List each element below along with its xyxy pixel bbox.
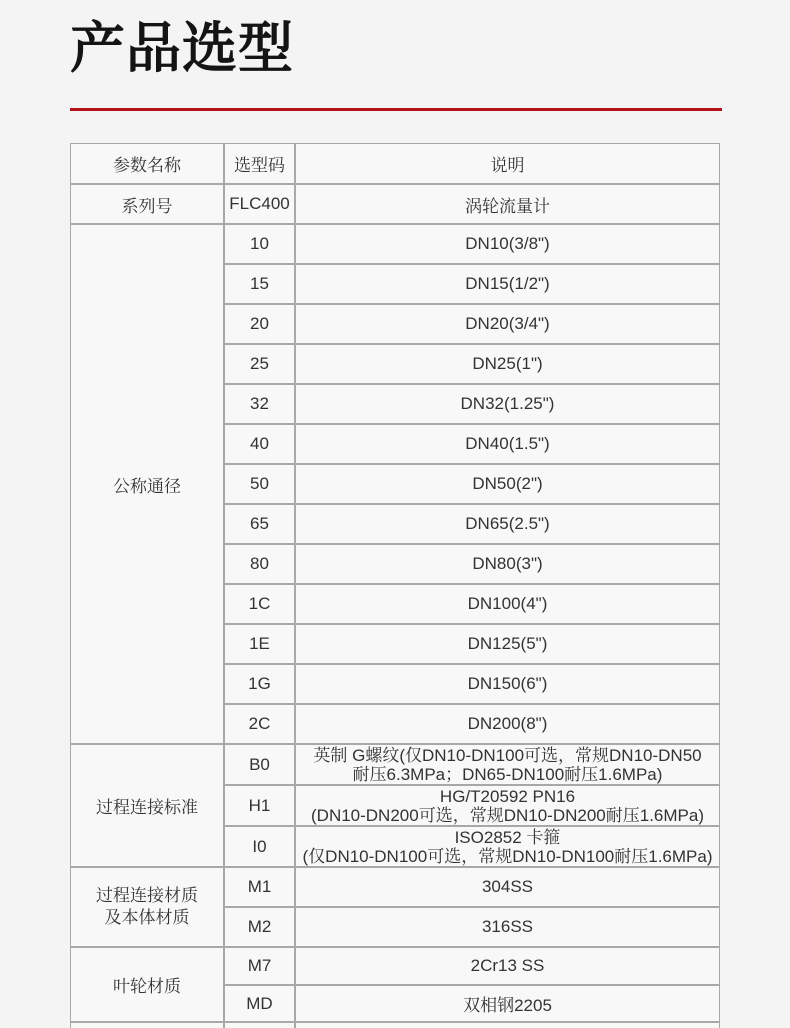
code-cell-empty bbox=[224, 1022, 295, 1028]
desc-cell: 2Cr13 SS bbox=[295, 947, 720, 985]
desc-cell: DN150(6") bbox=[295, 664, 720, 704]
desc-cell: DN15(1/2") bbox=[295, 264, 720, 304]
series-row bbox=[70, 184, 720, 224]
desc-cell: DN200(8") bbox=[295, 704, 720, 744]
code-cell: 40 bbox=[224, 424, 295, 464]
desc-cell: 304SS bbox=[295, 867, 720, 907]
code-cell: 25 bbox=[224, 344, 295, 384]
code-cell: 1E bbox=[224, 624, 295, 664]
table-row bbox=[70, 224, 720, 264]
desc-cell: 双相钢2205 bbox=[295, 985, 720, 1022]
desc-cell: DN50(2") bbox=[295, 464, 720, 504]
code-cell: 1C bbox=[224, 584, 295, 624]
table-header-row bbox=[70, 143, 720, 184]
code-cell: 10 bbox=[224, 224, 295, 264]
param-cell-empty bbox=[70, 1022, 224, 1028]
desc-cell bbox=[295, 785, 720, 826]
page-title: 产品选型 bbox=[70, 17, 295, 79]
code-cell: M1 bbox=[224, 867, 295, 907]
code-cell: 20 bbox=[224, 304, 295, 344]
title-underline bbox=[70, 108, 722, 111]
code-cell: 1G bbox=[224, 664, 295, 704]
desc-line: (仅DN10-DN100可选，常规DN10-DN100耐压1.6MPa) bbox=[302, 846, 713, 866]
param-connection-body-material bbox=[70, 867, 224, 947]
table-row bbox=[70, 867, 720, 907]
desc-cell: DN125(5") bbox=[295, 624, 720, 664]
desc-cell: 316SS bbox=[295, 907, 720, 947]
code-cell: 65 bbox=[224, 504, 295, 544]
series-code: FLC400 bbox=[224, 184, 295, 224]
desc-cell: DN10(3/8") bbox=[295, 224, 720, 264]
code-cell: 2C bbox=[224, 704, 295, 744]
product-selection-table bbox=[70, 143, 720, 1028]
desc-cell: DN25(1") bbox=[295, 344, 720, 384]
code-cell: 50 bbox=[224, 464, 295, 504]
desc-line: ISO2852 卡箍 bbox=[454, 827, 561, 847]
code-cell: 15 bbox=[224, 264, 295, 304]
desc-line: 英制 G螺纹(仅DN10-DN100可选，常规DN10-DN50 bbox=[313, 745, 702, 765]
page-content bbox=[70, 0, 720, 1028]
desc-line: HG/T20592 PN16 bbox=[439, 786, 576, 806]
desc-cell bbox=[295, 744, 720, 785]
code-cell: M7 bbox=[224, 947, 295, 985]
series-param: 系列号 bbox=[70, 184, 224, 224]
desc-cell: DN65(2.5") bbox=[295, 504, 720, 544]
table-row-clipped bbox=[70, 1022, 720, 1028]
desc-cell: DN100(4") bbox=[295, 584, 720, 624]
desc-cell: DN32(1.25") bbox=[295, 384, 720, 424]
desc-line: (DN10-DN200可选，常规DN10-DN200耐压1.6MPa) bbox=[311, 805, 704, 825]
code-cell: I0 bbox=[224, 826, 295, 867]
code-cell: 32 bbox=[224, 384, 295, 424]
code-cell: B0 bbox=[224, 744, 295, 785]
param-nominal-diameter: 公称通径 bbox=[70, 224, 224, 744]
series-desc: 涡轮流量计 bbox=[295, 184, 720, 224]
param-impeller-material: 叶轮材质 bbox=[70, 947, 224, 1022]
param-line: 及本体材质 bbox=[104, 908, 190, 927]
desc-cell: DN80(3") bbox=[295, 544, 720, 584]
desc-cell bbox=[295, 826, 720, 867]
code-cell: MD bbox=[224, 985, 295, 1022]
desc-line: 耐压6.3MPa；DN65-DN100耐压1.6MPa) bbox=[352, 764, 663, 784]
header-description: 说明 bbox=[295, 143, 720, 184]
code-cell: H1 bbox=[224, 785, 295, 826]
table-row bbox=[70, 947, 720, 985]
param-process-connection-standard: 过程连接标准 bbox=[70, 744, 224, 867]
table-row bbox=[70, 744, 720, 785]
desc-cell: DN20(3/4") bbox=[295, 304, 720, 344]
desc-cell: DN40(1.5") bbox=[295, 424, 720, 464]
code-cell: M2 bbox=[224, 907, 295, 947]
header-param-name: 参数名称 bbox=[70, 143, 224, 184]
code-cell: 80 bbox=[224, 544, 295, 584]
desc-cell-empty bbox=[295, 1022, 720, 1028]
header-selection-code: 选型码 bbox=[224, 143, 295, 184]
param-line: 过程连接材质 bbox=[96, 886, 198, 905]
